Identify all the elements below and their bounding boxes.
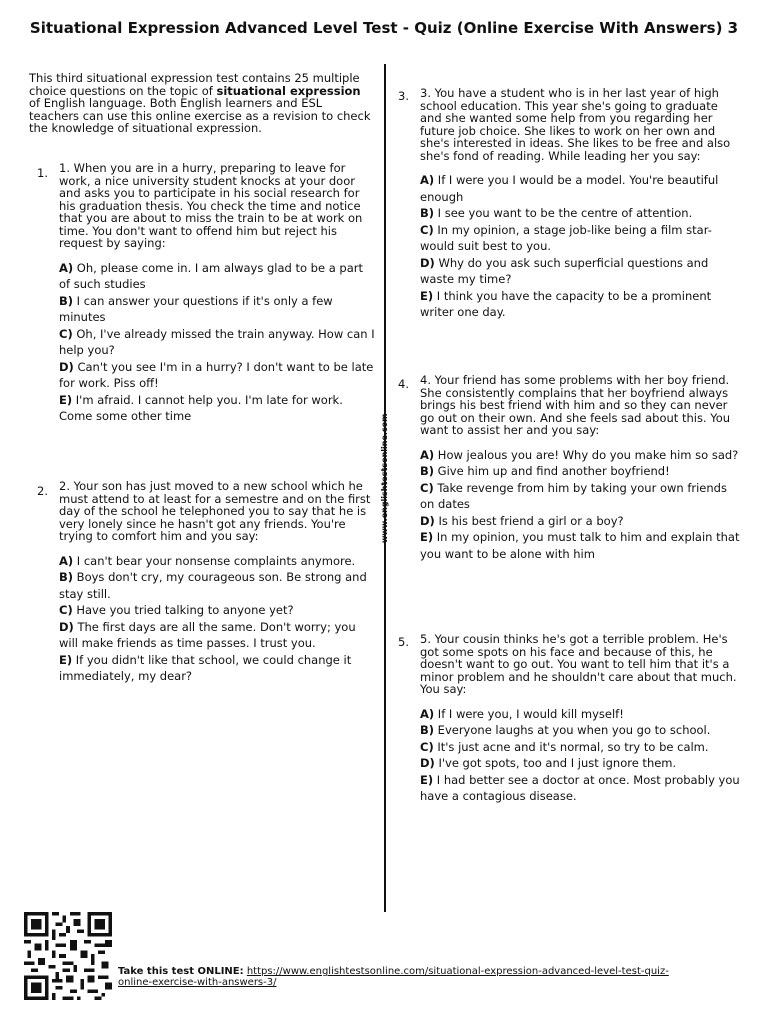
option-e[interactable] bbox=[420, 288, 742, 321]
option-text: Boys don't cry, my courageous son. Be strong and stay still. bbox=[59, 570, 367, 601]
question-number: 5. bbox=[398, 635, 409, 649]
question-5 bbox=[398, 632, 742, 805]
option-e[interactable] bbox=[420, 772, 742, 805]
option-text: Everyone laughs at you when you go to school. bbox=[434, 723, 711, 737]
question-text: 1. When you are in a hurry, preparing to leave for work, a nice university student knocks at your door and asks you to participate in his social research for his graduation thesis. You check the time and notice that you are about to miss the train to be at work on time. You don't want to offend him but reject his request by saying: bbox=[59, 161, 363, 250]
options-list bbox=[59, 260, 377, 425]
footer-label: Take this test ONLINE: bbox=[118, 966, 244, 977]
option-letter: D) bbox=[420, 513, 435, 528]
option-text: If I were you I would be a model. You're beautiful enough bbox=[420, 173, 719, 204]
option-text: In my opinion, a stage job-like being a film star-would suit best to you. bbox=[420, 222, 712, 253]
option-text: Oh, please come in. I am always glad to be a part of such studies bbox=[59, 260, 364, 291]
question-text: 3. You have a student who is in her last year of high school education. This year she's going to graduate and she wanted some help from you regarding her future job choice. She likes to work on her own and she's interested in ideas. She likes to be free and also she's fond of reading. While leading her you say: bbox=[420, 86, 731, 163]
option-text: I've got spots, too and I just ignore them. bbox=[434, 756, 677, 770]
vertical-site-url: www.englishtestsonline.com bbox=[380, 413, 389, 543]
option-text: Give him up and find another boyfriend! bbox=[434, 464, 670, 478]
option-text: I see you want to be the centre of attention. bbox=[434, 206, 693, 220]
question-1 bbox=[37, 161, 377, 425]
option-letter: E) bbox=[59, 392, 73, 407]
option-text: Oh, I've already missed the train anyway. How can I help you? bbox=[59, 326, 375, 357]
option-a[interactable] bbox=[59, 553, 377, 570]
options-list bbox=[420, 447, 742, 563]
option-a[interactable] bbox=[420, 447, 742, 464]
option-b[interactable] bbox=[420, 722, 742, 739]
option-c[interactable] bbox=[59, 326, 377, 359]
option-text: In my opinion, you must talk to him and explain that you want to be alone with him bbox=[420, 530, 740, 561]
option-d[interactable] bbox=[420, 513, 742, 530]
option-d[interactable] bbox=[59, 619, 377, 652]
option-text: I had better see a doctor at once. Most probably you have a contagious disease. bbox=[420, 772, 740, 803]
option-letter: E) bbox=[420, 772, 434, 787]
option-text: If you didn't like that school, we could change it immediately, my dear? bbox=[59, 652, 352, 683]
option-text: I can't bear your nonsense complaints anymore. bbox=[73, 553, 356, 568]
option-letter: C) bbox=[59, 326, 73, 341]
option-d[interactable] bbox=[420, 755, 742, 772]
footer-link-line bbox=[118, 966, 688, 988]
option-e[interactable] bbox=[420, 529, 742, 562]
option-letter: C) bbox=[59, 603, 73, 617]
option-text: I think you have the capacity to be a prominent writer one day. bbox=[420, 288, 712, 319]
option-d[interactable] bbox=[59, 359, 377, 392]
option-letter: D) bbox=[59, 619, 74, 634]
option-letter: B) bbox=[420, 464, 435, 478]
option-e[interactable] bbox=[59, 392, 377, 425]
option-text: I can answer your questions if it's only a few minutes bbox=[59, 293, 333, 324]
option-letter: B) bbox=[420, 206, 435, 220]
intro-paragraph bbox=[29, 72, 374, 135]
qr-code-icon[interactable] bbox=[24, 912, 112, 1000]
option-text: How jealous you are! Why do you make him so sad? bbox=[434, 447, 739, 462]
option-text: Can't you see I'm in a hurry? I don't want to be late for work. Piss off! bbox=[59, 359, 374, 390]
option-a[interactable] bbox=[59, 260, 377, 293]
intro-bold-topic: situational expression bbox=[216, 83, 361, 98]
option-letter: C) bbox=[420, 480, 434, 495]
option-b[interactable] bbox=[420, 463, 742, 480]
option-letter: A) bbox=[420, 706, 435, 721]
option-c[interactable] bbox=[59, 602, 377, 619]
option-e[interactable] bbox=[59, 652, 377, 685]
option-b[interactable] bbox=[420, 205, 742, 222]
option-letter: E) bbox=[420, 530, 434, 544]
option-text: Have you tried talking to anyone yet? bbox=[72, 603, 294, 617]
question-text: 4. Your friend has some problems with her boy friend. She consistently complains that her boyfriend always brings his best friend with him and so they can never go out on their own. And she feels sad about this. You want to assist her and you say: bbox=[420, 373, 731, 437]
option-text: I'm afraid. I cannot help you. I'm late for work. Come some other time bbox=[59, 392, 343, 423]
option-a[interactable] bbox=[420, 172, 742, 205]
option-letter: B) bbox=[420, 723, 435, 737]
option-d[interactable] bbox=[420, 255, 742, 288]
option-letter: A) bbox=[420, 173, 435, 187]
option-text: Why do you ask such superficial questions and waste my time? bbox=[420, 255, 709, 286]
option-letter: D) bbox=[420, 255, 435, 270]
option-c[interactable] bbox=[420, 222, 742, 255]
question-text: 5. Your cousin thinks he's got a terrible problem. He's got some spots on his face and because of this, he doesn't want to go out. You want to tell him that it's a minor problem and he shouldn't care about that much. You say: bbox=[420, 632, 737, 696]
option-letter: B) bbox=[59, 570, 74, 584]
question-3 bbox=[398, 86, 742, 321]
option-text: Is his best friend a girl or a boy? bbox=[434, 513, 624, 528]
option-b[interactable] bbox=[59, 569, 377, 602]
question-number: 2. bbox=[37, 484, 48, 498]
footer-test-url-link[interactable]: https://www.englishtestsonline.com/situational-expression-advanced-level-test-quiz-online-exercise-with-answers-3/ bbox=[118, 966, 669, 988]
options-list bbox=[59, 553, 377, 685]
option-letter: D) bbox=[59, 359, 74, 374]
option-text: If I were you, I would kill myself! bbox=[434, 706, 624, 721]
question-4 bbox=[398, 373, 742, 562]
intro-text-after: of English language. Both English learners and ESL teachers can use this online exercise as a revision to check the knowledge of situational expression. bbox=[29, 96, 371, 135]
option-text: It's just acne and it's normal, so try to be calm. bbox=[433, 739, 709, 754]
option-c[interactable] bbox=[420, 480, 742, 513]
question-number: 1. bbox=[37, 166, 48, 180]
option-letter: D) bbox=[420, 756, 435, 770]
option-letter: A) bbox=[59, 260, 74, 275]
option-c[interactable] bbox=[420, 739, 742, 756]
option-letter: A) bbox=[59, 553, 74, 568]
option-letter: E) bbox=[59, 652, 73, 667]
option-text: The first days are all the same. Don't worry; you will make friends as time passes. I trust you. bbox=[59, 619, 356, 650]
option-b[interactable] bbox=[59, 293, 377, 326]
option-letter: E) bbox=[420, 288, 434, 303]
option-letter: B) bbox=[59, 293, 74, 308]
option-letter: A) bbox=[420, 447, 435, 462]
options-list bbox=[420, 706, 742, 805]
option-text: Take revenge from him by taking your own friends on dates bbox=[420, 480, 727, 511]
question-number: 4. bbox=[398, 377, 409, 391]
options-list bbox=[420, 172, 742, 321]
option-a[interactable] bbox=[420, 706, 742, 723]
option-letter: C) bbox=[420, 222, 434, 237]
intro-text-before: This third situational expression test contains 25 multiple choice questions on the topic of bbox=[29, 71, 360, 98]
page-title: Situational Expression Advanced Level Test - Quiz (Online Exercise With Answers) 3 bbox=[29, 19, 739, 37]
option-letter: C) bbox=[420, 739, 434, 754]
question-2 bbox=[37, 479, 377, 685]
question-number: 3. bbox=[398, 89, 409, 103]
question-text: 2. Your son has just moved to a new school which he must attend to at least for a semestre and on the first day of the school he telephoned you to say that he is very lonely since he hasn't got any friends. You're trying to comfort him and you say: bbox=[59, 479, 371, 543]
